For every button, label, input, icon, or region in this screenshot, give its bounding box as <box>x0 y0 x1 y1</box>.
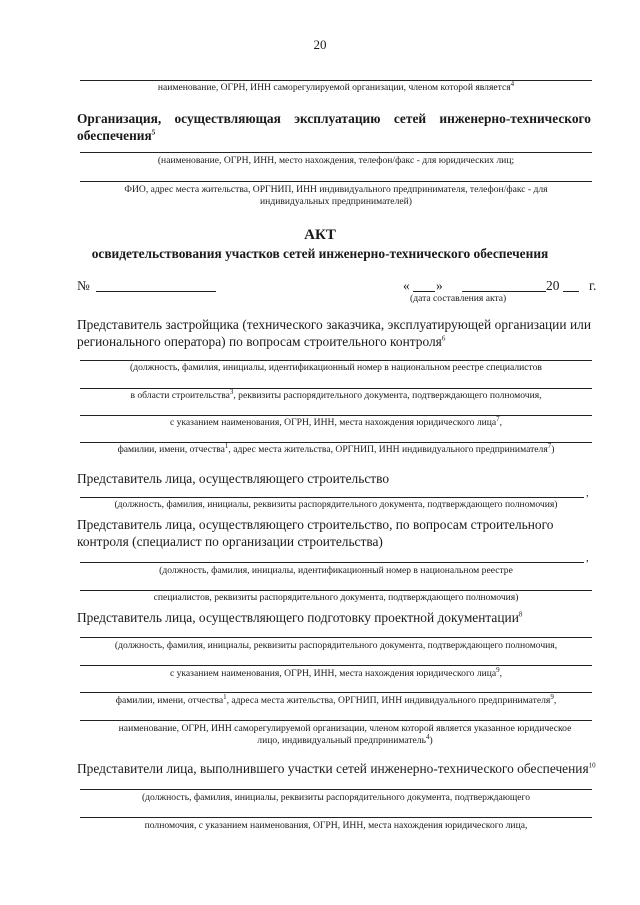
caption-designer-3: фамилии, имени, отчества$^1$, адреса места жительства, ОРГНИП, ИНН индивидуального предпринимателя$^9$, <box>115 692 557 706</box>
fill-line <box>80 692 592 693</box>
fill-line <box>80 562 584 563</box>
act-number-label: № <box>77 278 90 293</box>
caption-developer-1: (должность, фамилия, инициалы, идентификационный номер в национальном реестре специалистов <box>130 362 542 373</box>
caption-developer-3: с указанием наименования, ОГРН, ИНН, места нахождения юридического лица$^7$, <box>169 414 503 428</box>
act-subtitle: освидетельствования участков сетей инженерно-технического обеспечения <box>91 246 549 261</box>
page-number: 20 <box>313 37 327 52</box>
fill-line <box>80 789 592 790</box>
fill-line <box>80 415 592 416</box>
fill-line <box>80 442 592 443</box>
fill-line <box>80 497 584 498</box>
caption-sro-top: наименование, ОГРН, ИНН саморегулируемой организации, членом которой является$^4$ <box>157 79 515 93</box>
fill-line <box>80 388 592 389</box>
trailing-comma: , <box>586 487 589 499</box>
date-quote-open: « <box>403 278 410 293</box>
caption-designer-1: (должность, фамилия, инициалы, реквизиты распорядительного документа, подтверждающего полномочия, <box>114 640 558 651</box>
caption-developer-4: фамилии, имени, отчества$^1$, адрес места жительства, ОРГНИП, ИНН индивидуального предпринимателя$^7$) <box>117 441 555 455</box>
caption-org-ip: ФИО, адрес места жительства, ОРГНИП, ИНН индивидуального предпринимателя, телефон/факс - для индивидуальных предпринимателей) <box>124 184 548 207</box>
fill-line <box>80 720 592 721</box>
fill-line <box>80 590 592 591</box>
date-month-line <box>462 291 546 292</box>
caption-designer-4: наименование, ОГРН, ИНН саморегулируемой организации, членом которой является указанное юридическое лицо, индивидуальный предприниматель$^4$) <box>118 723 572 746</box>
org-heading-line2: обеспечения$^5$ <box>77 128 156 143</box>
act-title: АКТ <box>304 227 336 243</box>
rep-designer-heading: Представитель лица, осуществляющего подготовку проектной документации$^8$ <box>77 610 523 625</box>
caption-builder-control-1: (должность, фамилия, инициалы, идентификационный номер в национальном реестре <box>159 565 513 576</box>
date-caption: (дата составления акта) <box>410 293 507 304</box>
trailing-comma: , <box>586 552 589 564</box>
fill-line <box>80 80 592 81</box>
rep-developer-heading: Представитель застройщика (технического заказчика, эксплуатирующей организации или регионального оператора) по вопросам строительного контроля$^6$ <box>77 317 591 349</box>
fill-line <box>80 637 592 638</box>
caption-org-legal: (наименование, ОГРН, ИНН, место нахождения, телефон/факс - для юридических лиц; <box>157 155 515 166</box>
caption-executor-1: (должность, фамилия, инициалы, реквизиты распорядительного документа, подтверждающего <box>141 792 531 803</box>
caption-builder-control-2: специалистов, реквизиты распорядительного документа, подтверждающего полномочия) <box>153 592 519 603</box>
rep-executor-heading: Представители лица, выполнившего участки сетей инженерно-технического обеспечения$^{10}$ <box>77 761 596 776</box>
org-heading-line1: Организация, осуществляющая эксплуатацию сетей инженерно-технического <box>77 111 591 126</box>
date-year-suffix: г. <box>589 278 597 293</box>
fill-line <box>80 665 592 666</box>
date-quote-close: » <box>436 278 443 293</box>
date-year-line <box>563 291 579 292</box>
fill-line <box>80 181 592 182</box>
date-day-line <box>413 291 435 292</box>
fill-line <box>80 152 592 153</box>
rep-builder-heading: Представитель лица, осуществляющего строительство <box>77 471 390 486</box>
act-number-line <box>96 291 216 292</box>
fill-line <box>80 817 592 818</box>
caption-executor-2: полномочия, с указанием наименования, ОГРН, ИНН, места нахождения юридического лица, <box>144 820 528 831</box>
fill-line <box>80 360 592 361</box>
rep-builder-control-heading: Представитель лица, осуществляющего строительство, по вопросам строительного контроля (специалист по организации строительства) <box>77 517 554 549</box>
date-year-prefix: 20 <box>546 278 560 293</box>
caption-designer-2: с указанием наименования, ОГРН, ИНН, места нахождения юридического лица$^9$, <box>169 665 503 679</box>
caption-builder: (должность, фамилия, инициалы, реквизиты распорядительного документа, подтверждающего полномочия) <box>114 499 558 510</box>
caption-developer-2: в области строительства$^3$, реквизиты распорядительного документа, подтверждающего полномочия, <box>130 387 542 401</box>
